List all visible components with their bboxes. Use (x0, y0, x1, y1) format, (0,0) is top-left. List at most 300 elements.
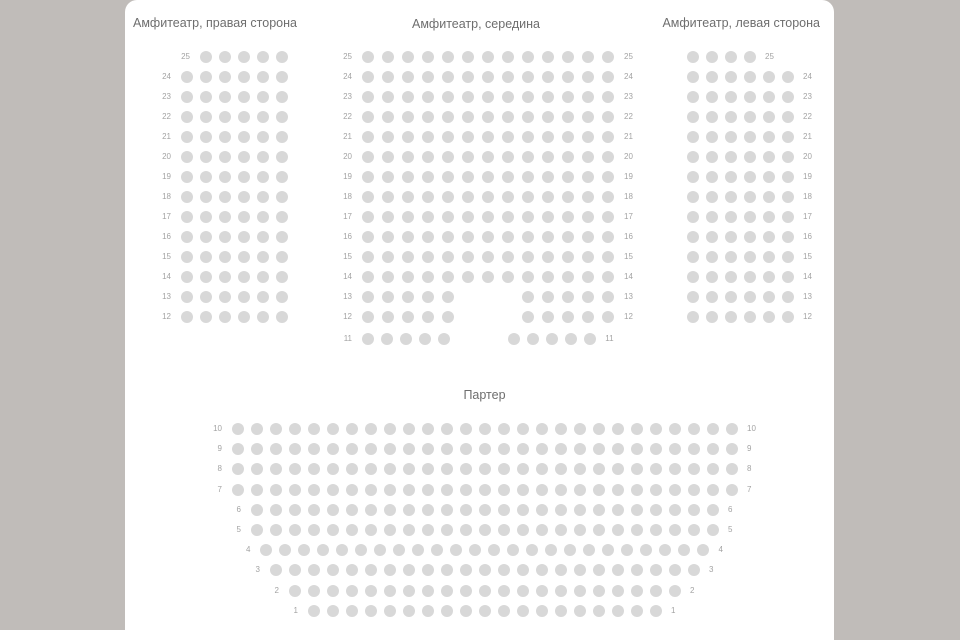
row-number-label: 7 (747, 484, 752, 494)
seat[interactable] (228, 480, 247, 500)
row-number-label: 2 (274, 585, 279, 595)
seat[interactable] (323, 439, 342, 459)
seat[interactable] (380, 419, 399, 439)
seat[interactable] (684, 480, 703, 500)
seat[interactable] (456, 480, 475, 500)
seat[interactable] (627, 520, 646, 540)
seat[interactable] (304, 560, 323, 580)
seat-dot (650, 524, 662, 536)
seat-dot (279, 544, 291, 556)
seat[interactable] (627, 439, 646, 459)
seat[interactable] (608, 480, 627, 500)
seat[interactable] (570, 560, 589, 580)
seat[interactable] (361, 500, 380, 520)
seat[interactable] (285, 500, 304, 520)
seat[interactable] (342, 480, 361, 500)
row-number-label: 20 (162, 152, 171, 161)
row-number-label: 1 (293, 605, 298, 615)
seat[interactable] (380, 601, 399, 621)
seat[interactable] (551, 500, 570, 520)
seat[interactable] (532, 520, 551, 540)
seat-dot (308, 564, 320, 576)
seat[interactable] (247, 520, 266, 540)
seat[interactable] (551, 560, 570, 580)
seat[interactable] (304, 439, 323, 459)
seat[interactable] (342, 459, 361, 479)
seat[interactable] (475, 419, 494, 439)
seat[interactable] (418, 520, 437, 540)
row-number-label: 22 (803, 112, 812, 121)
seat-dot (289, 443, 301, 455)
seat[interactable] (646, 459, 665, 479)
seat[interactable] (285, 560, 304, 580)
seat[interactable] (456, 419, 475, 439)
seat[interactable] (646, 601, 665, 621)
seat[interactable] (722, 480, 741, 500)
seat-dot (441, 585, 453, 597)
seat[interactable] (589, 480, 608, 500)
seat[interactable] (361, 439, 380, 459)
seat[interactable] (418, 459, 437, 479)
row-number-label: 15 (624, 252, 633, 261)
seat[interactable] (494, 459, 513, 479)
seat[interactable] (361, 581, 380, 601)
seat[interactable] (276, 540, 295, 560)
seat[interactable] (589, 520, 608, 540)
seat[interactable] (684, 500, 703, 520)
seat[interactable] (304, 520, 323, 540)
seat-dot (650, 423, 662, 435)
seat[interactable] (371, 540, 390, 560)
seat[interactable] (380, 439, 399, 459)
seat[interactable] (399, 601, 418, 621)
seat[interactable] (665, 581, 684, 601)
row-number-label: 24 (162, 72, 171, 81)
seat[interactable] (703, 439, 722, 459)
seat-dot (479, 524, 491, 536)
seat[interactable] (665, 480, 684, 500)
seat[interactable] (665, 520, 684, 540)
row-number-label: 25 (181, 52, 190, 61)
seat-row (204, 419, 765, 439)
seat[interactable] (475, 581, 494, 601)
seat[interactable] (380, 500, 399, 520)
seat[interactable] (684, 520, 703, 540)
seat[interactable] (437, 419, 456, 439)
seat[interactable] (665, 419, 684, 439)
seat[interactable] (475, 480, 494, 500)
seat-dot (545, 544, 557, 556)
seat[interactable] (722, 459, 741, 479)
seat-dot (707, 504, 719, 516)
seat[interactable] (532, 480, 551, 500)
seat[interactable] (342, 581, 361, 601)
seat[interactable] (304, 500, 323, 520)
seat[interactable] (589, 581, 608, 601)
seat[interactable] (342, 439, 361, 459)
seat[interactable] (570, 581, 589, 601)
seat[interactable] (646, 419, 665, 439)
seat[interactable] (333, 540, 352, 560)
seat[interactable] (608, 601, 627, 621)
seat[interactable] (570, 439, 589, 459)
seat[interactable] (513, 439, 532, 459)
seat[interactable] (608, 560, 627, 580)
seat[interactable] (627, 459, 646, 479)
seat[interactable] (589, 560, 608, 580)
seat-dot (441, 504, 453, 516)
seat[interactable] (627, 581, 646, 601)
seat[interactable] (665, 500, 684, 520)
seat-dot (498, 443, 510, 455)
seat[interactable] (437, 581, 456, 601)
seat-dot (365, 484, 377, 496)
seat[interactable] (399, 419, 418, 439)
seat[interactable] (323, 560, 342, 580)
seat-map-card (125, 0, 834, 640)
seat[interactable] (257, 540, 276, 560)
seat[interactable] (399, 439, 418, 459)
seat[interactable] (513, 419, 532, 439)
seat[interactable] (247, 419, 266, 439)
seat[interactable] (570, 419, 589, 439)
seat-dot (612, 443, 624, 455)
seat[interactable] (352, 540, 371, 560)
seat[interactable] (532, 601, 551, 621)
seat-dot (612, 423, 624, 435)
seat[interactable] (380, 560, 399, 580)
seat[interactable] (342, 500, 361, 520)
seat[interactable] (418, 560, 437, 580)
seat-dot (669, 504, 681, 516)
seat[interactable] (247, 439, 266, 459)
seat[interactable] (380, 520, 399, 540)
seat[interactable] (608, 419, 627, 439)
seat[interactable] (570, 520, 589, 540)
seat[interactable] (608, 581, 627, 601)
seat[interactable] (361, 520, 380, 540)
seat[interactable] (285, 480, 304, 500)
seat[interactable] (532, 581, 551, 601)
seat[interactable] (646, 439, 665, 459)
seat[interactable] (542, 540, 561, 560)
seat[interactable] (323, 581, 342, 601)
seat[interactable] (285, 520, 304, 540)
seat[interactable] (418, 419, 437, 439)
seat[interactable] (304, 480, 323, 500)
seat[interactable] (475, 500, 494, 520)
seat[interactable] (266, 419, 285, 439)
seat[interactable] (513, 560, 532, 580)
seat[interactable] (551, 520, 570, 540)
seat[interactable] (466, 540, 485, 560)
seat-dot (479, 443, 491, 455)
seat[interactable] (323, 480, 342, 500)
seat[interactable] (627, 601, 646, 621)
seat[interactable] (551, 601, 570, 621)
seat[interactable] (314, 540, 333, 560)
seat[interactable] (599, 540, 618, 560)
seat[interactable] (589, 601, 608, 621)
seat[interactable] (722, 439, 741, 459)
seat[interactable] (285, 439, 304, 459)
seat[interactable] (475, 560, 494, 580)
seat[interactable] (266, 560, 285, 580)
seat[interactable] (513, 520, 532, 540)
seat[interactable] (494, 581, 513, 601)
seat[interactable] (684, 459, 703, 479)
seat[interactable] (437, 601, 456, 621)
seat-dot (431, 544, 443, 556)
seat[interactable] (475, 520, 494, 540)
seat-dot (688, 463, 700, 475)
seat[interactable] (266, 459, 285, 479)
seat[interactable] (399, 520, 418, 540)
seat[interactable] (722, 419, 741, 439)
seat[interactable] (342, 560, 361, 580)
seat[interactable] (437, 500, 456, 520)
seat[interactable] (380, 581, 399, 601)
seat[interactable] (247, 459, 266, 479)
seat[interactable] (494, 560, 513, 580)
seat[interactable] (589, 459, 608, 479)
seat-dot (441, 605, 453, 617)
seat-dot (260, 544, 272, 556)
seat[interactable] (323, 459, 342, 479)
seat[interactable] (627, 419, 646, 439)
seat[interactable] (532, 439, 551, 459)
seat[interactable] (494, 601, 513, 621)
seat[interactable] (475, 459, 494, 479)
seat[interactable] (428, 540, 447, 560)
seat-dot (327, 564, 339, 576)
seat[interactable] (295, 540, 314, 560)
seat[interactable] (589, 500, 608, 520)
seat[interactable] (437, 520, 456, 540)
seat[interactable] (247, 500, 266, 520)
seat[interactable] (285, 459, 304, 479)
row-number-label: 21 (803, 132, 812, 141)
seat[interactable] (409, 540, 428, 560)
seat-dot (289, 463, 301, 475)
seat[interactable] (513, 581, 532, 601)
seat[interactable] (646, 500, 665, 520)
seat[interactable] (703, 480, 722, 500)
seat[interactable] (399, 480, 418, 500)
seat[interactable] (456, 560, 475, 580)
seat[interactable] (608, 500, 627, 520)
seat[interactable] (570, 459, 589, 479)
seat[interactable] (589, 419, 608, 439)
seat[interactable] (494, 419, 513, 439)
seat[interactable] (323, 520, 342, 540)
seat[interactable] (266, 480, 285, 500)
seat[interactable] (703, 520, 722, 540)
seat[interactable] (447, 540, 466, 560)
seat[interactable] (561, 540, 580, 560)
seat[interactable] (532, 419, 551, 439)
seat[interactable] (399, 581, 418, 601)
seat[interactable] (342, 601, 361, 621)
seat[interactable] (684, 439, 703, 459)
seat-dot (659, 544, 671, 556)
seat[interactable] (323, 419, 342, 439)
seat[interactable] (323, 500, 342, 520)
seat-dot (650, 463, 662, 475)
seat[interactable] (618, 540, 637, 560)
seat[interactable] (532, 459, 551, 479)
seat-dot (555, 484, 567, 496)
seat[interactable] (475, 601, 494, 621)
seat[interactable] (304, 419, 323, 439)
seat[interactable] (266, 439, 285, 459)
seat[interactable] (608, 439, 627, 459)
seat[interactable] (380, 459, 399, 479)
seat[interactable] (418, 581, 437, 601)
seat[interactable] (627, 480, 646, 500)
seat[interactable] (266, 520, 285, 540)
seat[interactable] (608, 459, 627, 479)
seat[interactable] (323, 601, 342, 621)
seat[interactable] (437, 459, 456, 479)
seat[interactable] (456, 581, 475, 601)
seat[interactable] (361, 560, 380, 580)
seat[interactable] (266, 500, 285, 520)
seat[interactable] (513, 601, 532, 621)
seat[interactable] (285, 419, 304, 439)
seat[interactable] (228, 439, 247, 459)
seat-dot (697, 544, 709, 556)
seat[interactable] (646, 480, 665, 500)
seat[interactable] (551, 581, 570, 601)
seat[interactable] (637, 540, 656, 560)
seat[interactable] (418, 480, 437, 500)
seat[interactable] (551, 419, 570, 439)
seat[interactable] (580, 540, 599, 560)
seat[interactable] (304, 601, 323, 621)
seat[interactable] (684, 560, 703, 580)
seat-dot (650, 605, 662, 617)
row-number-label: 13 (803, 292, 812, 301)
seat[interactable] (665, 439, 684, 459)
seat[interactable] (684, 419, 703, 439)
seat[interactable] (342, 419, 361, 439)
seat[interactable] (247, 480, 266, 500)
seat-dot (593, 443, 605, 455)
seat[interactable] (361, 601, 380, 621)
seat[interactable] (551, 459, 570, 479)
seat[interactable] (456, 459, 475, 479)
section-title: Амфитеатр, правая сторона (133, 16, 297, 30)
seat-dot (327, 423, 339, 435)
seat[interactable] (304, 459, 323, 479)
seat[interactable] (456, 500, 475, 520)
seat-dot (289, 524, 301, 536)
seat[interactable] (532, 560, 551, 580)
seat[interactable] (456, 520, 475, 540)
seat[interactable] (437, 480, 456, 500)
seat[interactable] (675, 540, 694, 560)
seat[interactable] (342, 520, 361, 540)
seat[interactable] (513, 459, 532, 479)
seat[interactable] (570, 500, 589, 520)
seat[interactable] (485, 540, 504, 560)
seat[interactable] (494, 439, 513, 459)
seat[interactable] (513, 500, 532, 520)
seat-dot (602, 544, 614, 556)
seat[interactable] (418, 500, 437, 520)
row-number-label: 3 (255, 565, 260, 575)
seat-dot (346, 504, 358, 516)
seat[interactable] (228, 459, 247, 479)
seat[interactable] (703, 459, 722, 479)
seat[interactable] (551, 480, 570, 500)
seat[interactable] (703, 419, 722, 439)
seat[interactable] (523, 540, 542, 560)
seat[interactable] (703, 500, 722, 520)
seat[interactable] (494, 500, 513, 520)
seat[interactable] (437, 560, 456, 580)
seat[interactable] (380, 480, 399, 500)
seat[interactable] (456, 439, 475, 459)
seat[interactable] (608, 520, 627, 540)
seat[interactable] (627, 500, 646, 520)
seat[interactable] (437, 439, 456, 459)
seat[interactable] (475, 439, 494, 459)
seat[interactable] (551, 439, 570, 459)
seat-dot (536, 423, 548, 435)
row-number-label: 20 (803, 152, 812, 161)
seat[interactable] (589, 439, 608, 459)
seat[interactable] (532, 500, 551, 520)
seat[interactable] (456, 601, 475, 621)
seat[interactable] (399, 459, 418, 479)
seat[interactable] (390, 540, 409, 560)
seat[interactable] (494, 480, 513, 500)
seat[interactable] (504, 540, 523, 560)
seat[interactable] (361, 419, 380, 439)
seat[interactable] (570, 601, 589, 621)
seat[interactable] (646, 581, 665, 601)
seat[interactable] (361, 480, 380, 500)
seat[interactable] (418, 439, 437, 459)
seat[interactable] (665, 560, 684, 580)
seat[interactable] (399, 500, 418, 520)
seat-dot (469, 544, 481, 556)
seat[interactable] (694, 540, 713, 560)
row-indent (204, 550, 233, 551)
seat[interactable] (228, 419, 247, 439)
seat[interactable] (656, 540, 675, 560)
seat-dot (479, 484, 491, 496)
row-number-label: 11 (343, 334, 352, 343)
seat[interactable] (627, 560, 646, 580)
seat[interactable] (304, 581, 323, 601)
seat[interactable] (646, 520, 665, 540)
seat[interactable] (361, 459, 380, 479)
seat[interactable] (646, 560, 665, 580)
seat[interactable] (513, 480, 532, 500)
seat[interactable] (570, 480, 589, 500)
seat-dot (251, 524, 263, 536)
seat[interactable] (285, 581, 304, 601)
seat[interactable] (399, 560, 418, 580)
row-number-label: 14 (624, 272, 633, 281)
seat[interactable] (494, 520, 513, 540)
seat[interactable] (665, 459, 684, 479)
seat[interactable] (418, 601, 437, 621)
seat-dot (621, 544, 633, 556)
